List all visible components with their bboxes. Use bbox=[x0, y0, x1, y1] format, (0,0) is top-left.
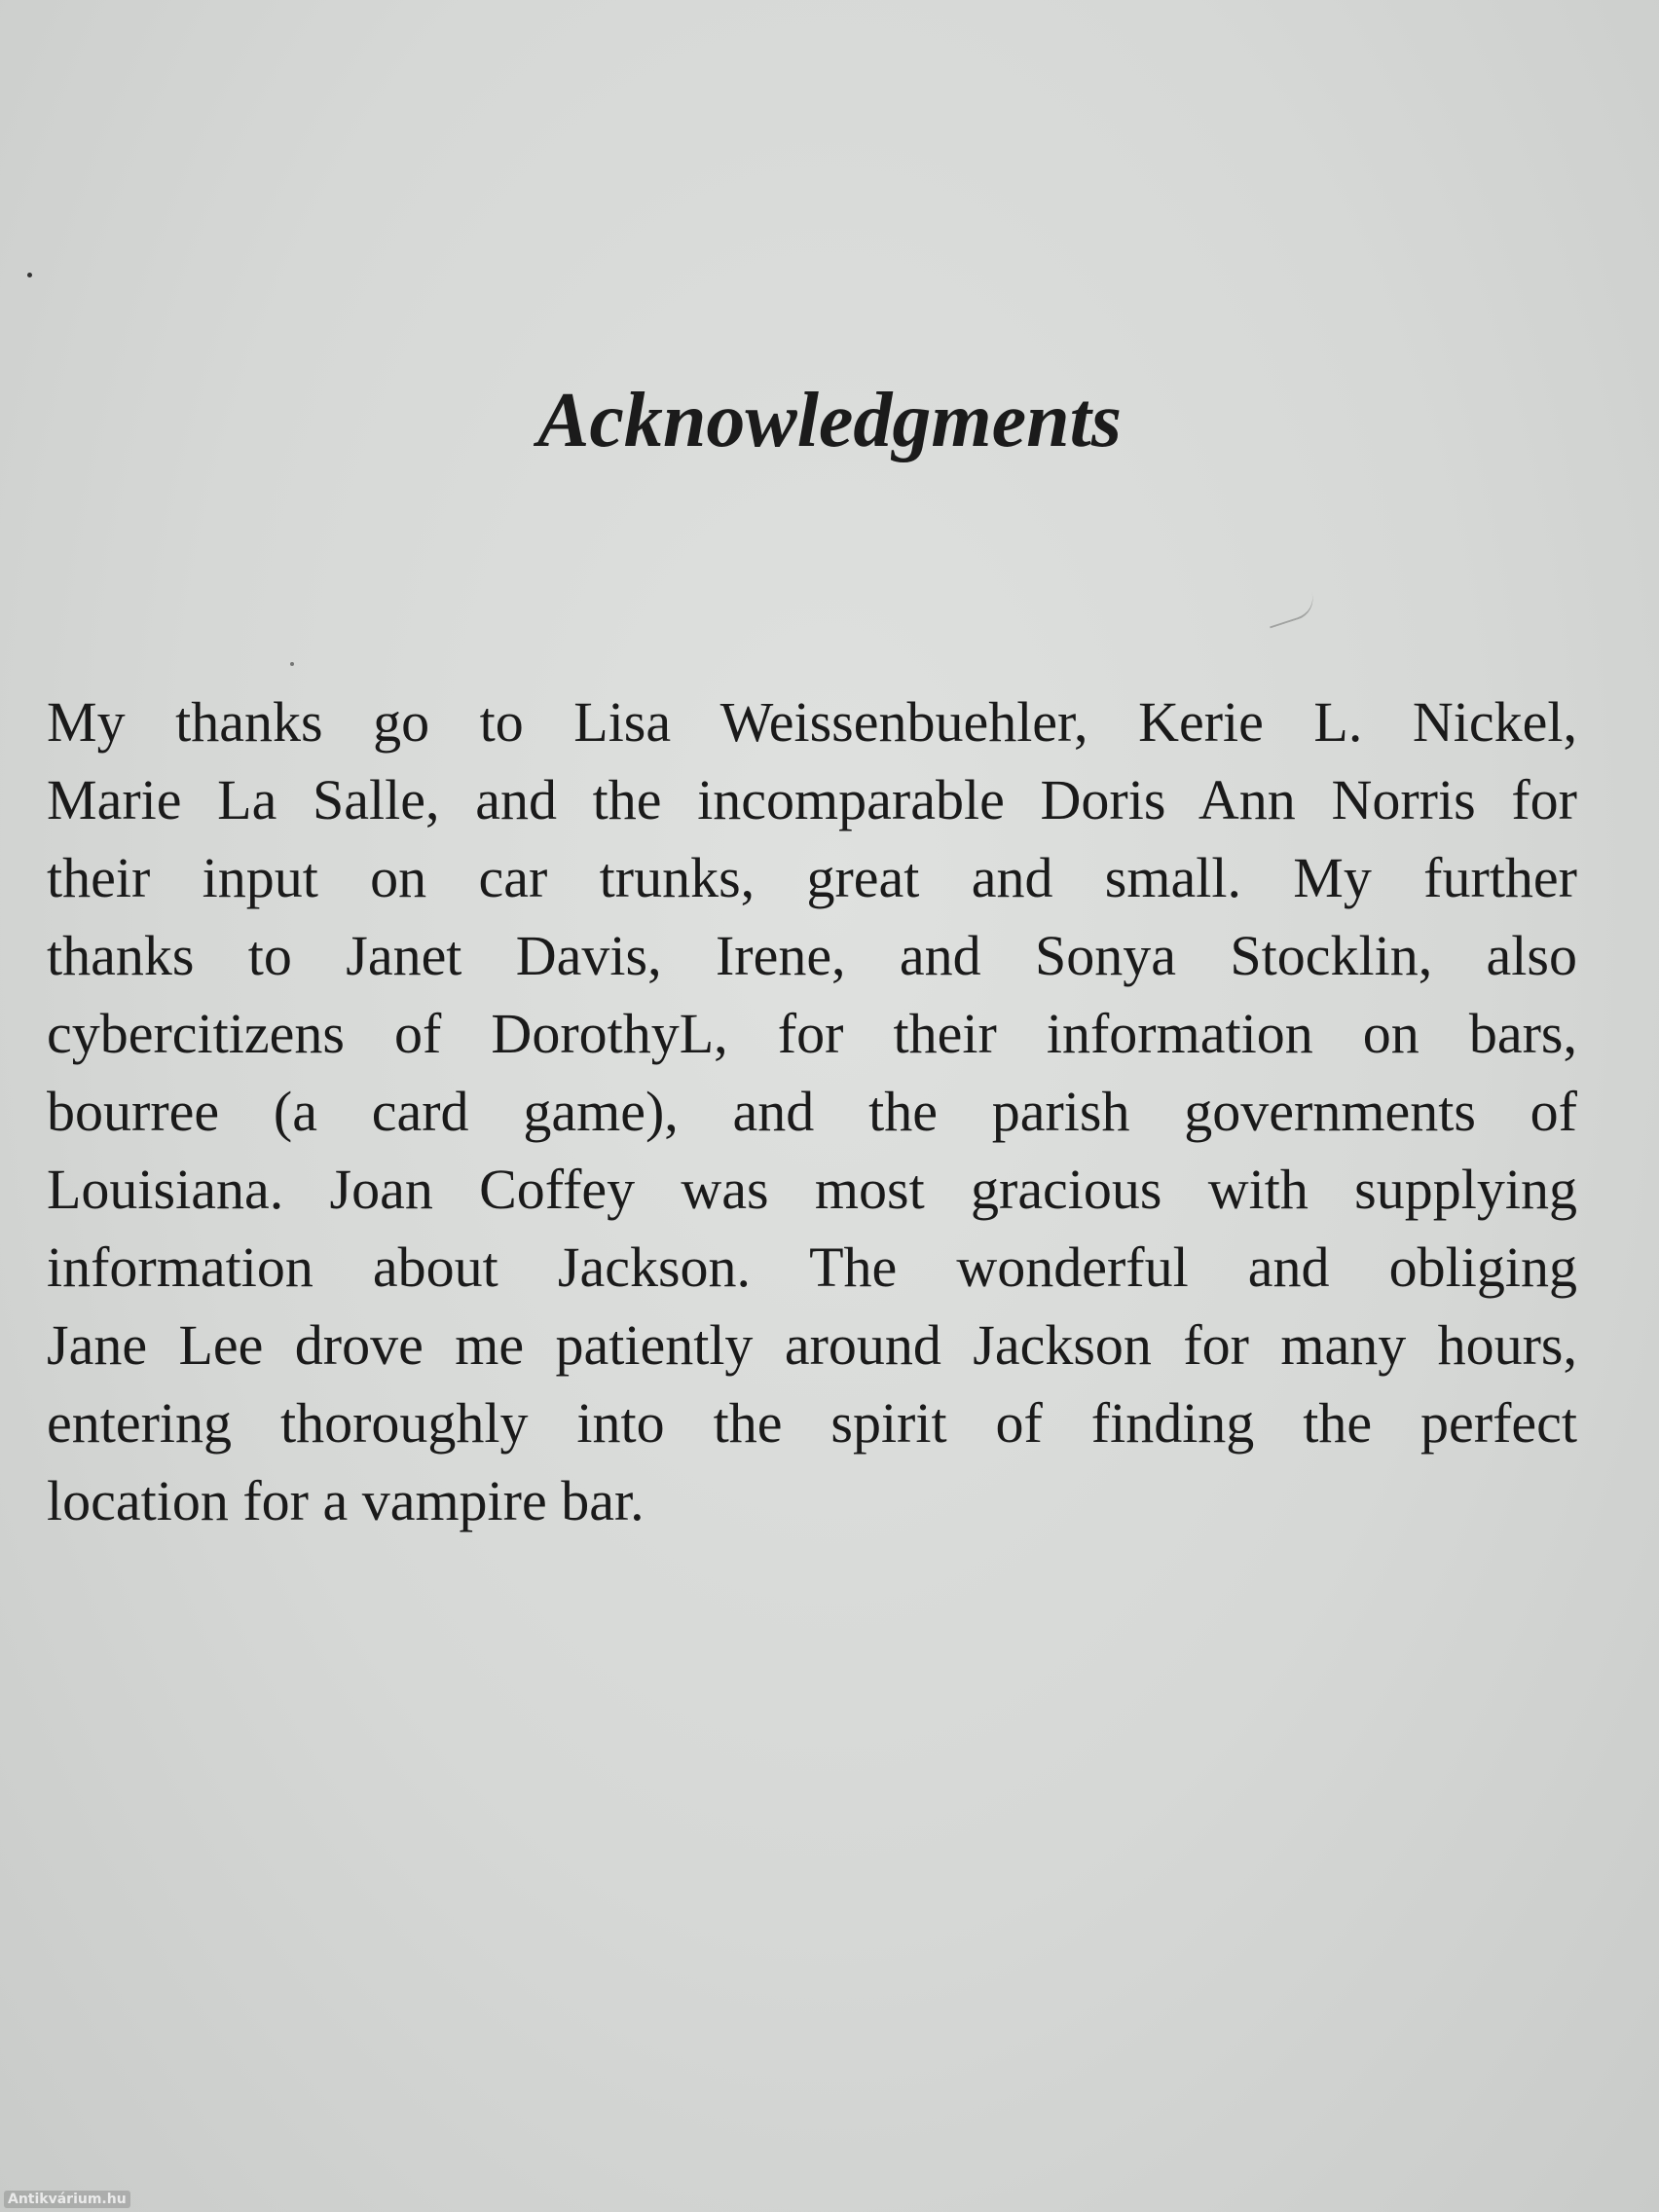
page-title: Acknowledgments bbox=[536, 378, 1123, 463]
watermark: Antikvárium.hu bbox=[4, 2191, 130, 2208]
show-through-text bbox=[47, 1548, 1604, 2134]
paper-speck bbox=[27, 273, 32, 277]
paragraph-line: their input on car trunks, great and small. My further bbox=[47, 846, 1577, 909]
paragraph-line: Marie La Salle, and the incomparable Doris Ann Norris for bbox=[47, 768, 1577, 831]
paragraph-line: Louisiana. Joan Coffey was most gracious with supplying bbox=[47, 1158, 1577, 1221]
acknowledgments-paragraph bbox=[47, 683, 1577, 1540]
paragraph-line: location for a vampire bar. bbox=[47, 1469, 645, 1532]
paragraph-line: information about Jackson. The wonderful and obliging bbox=[47, 1235, 1577, 1299]
paper-speck bbox=[290, 662, 294, 666]
pencil-mark bbox=[1264, 593, 1318, 629]
paragraph-line: thanks to Janet Davis, Irene, and Sonya Stocklin, also bbox=[47, 924, 1577, 987]
paragraph-line: Jane Lee drove me patiently around Jackson for many hours, bbox=[47, 1313, 1577, 1377]
paragraph-line: My thanks go to Lisa Weissenbuehler, Kerie L. Nickel, bbox=[47, 690, 1577, 754]
paragraph-line: bourree (a card game), and the parish governments of bbox=[47, 1080, 1577, 1143]
paragraph-line: cybercitizens of DorothyL, for their information on bars, bbox=[47, 1002, 1577, 1065]
paragraph-line: entering thoroughly into the spirit of finding the perfect bbox=[47, 1391, 1577, 1455]
